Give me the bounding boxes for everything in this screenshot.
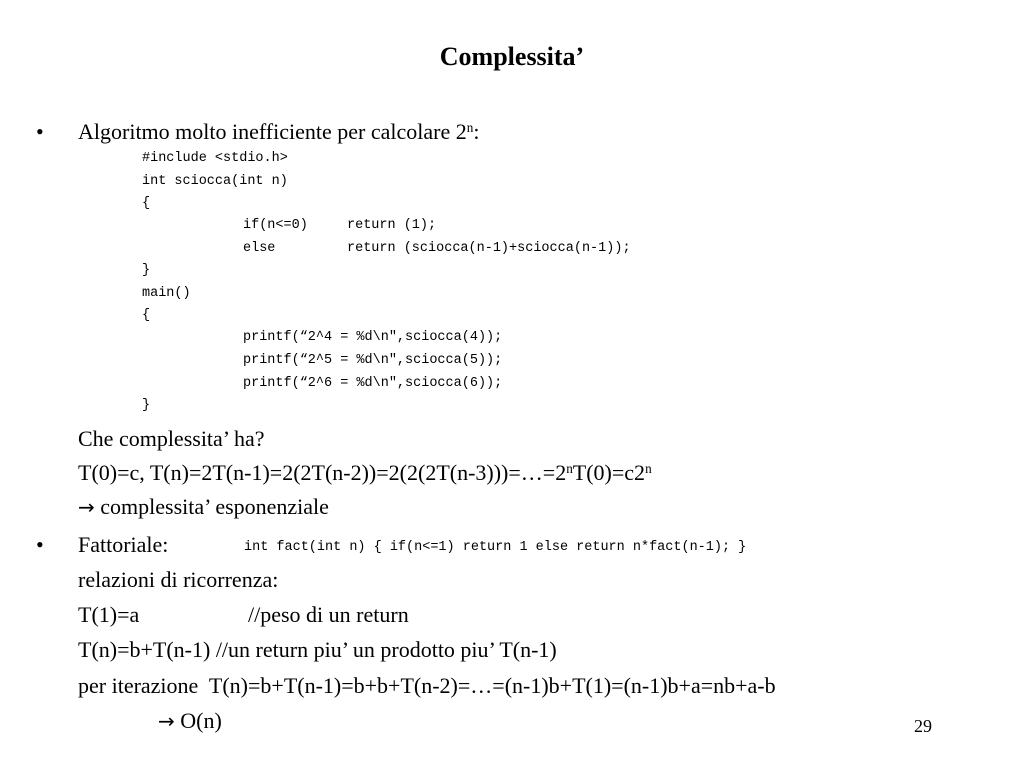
- code-line-10: printf(“2^5 = %d\n",sciocca(5));: [243, 353, 503, 368]
- fattoriale-code: int fact(int n) { if(n<=1) return 1 else return n*fact(n-1); }: [244, 540, 747, 555]
- intro-exponent: n: [466, 119, 474, 135]
- tn-definition: T(n)=b+T(n-1) //un return piu’ un prodotto piu’ T(n-1): [78, 637, 557, 662]
- complexity-question: Che complessita’ ha?: [78, 426, 265, 451]
- conclusion-exponential-text: complessita’ esponenziale: [100, 494, 329, 519]
- code-line-7: main(): [142, 286, 191, 301]
- page-number: 29: [914, 716, 932, 736]
- bullet-2: •: [36, 532, 44, 557]
- iteration-line: per iterazione T(n)=b+T(n-1)=b+b+T(n-2)=…=(n-1)b+T(1)=(n-1)b+a=nb+a-b: [78, 673, 776, 698]
- recurrence-exponent-2: n: [645, 460, 652, 476]
- conclusion-linear: [158, 710, 222, 732]
- code-line-4-condition: if(n<=0): [243, 218, 308, 233]
- intro-text: [78, 121, 479, 143]
- code-line-11: printf(“2^6 = %d\n",sciocca(6));: [243, 376, 503, 391]
- code-line-4-return: return (1);: [347, 218, 437, 233]
- code-line-8: {: [142, 308, 151, 323]
- conclusion-linear-text: O(n): [180, 708, 222, 733]
- recurrence-tail: T(0)=c2: [572, 460, 646, 485]
- code-line-5-else: else: [243, 241, 276, 256]
- fattoriale-label: Fattoriale:: [78, 532, 169, 557]
- code-line-1: #include <stdio.h>: [142, 151, 288, 166]
- code-line-12: }: [142, 398, 151, 413]
- code-line-6: }: [142, 263, 151, 278]
- bullet-1: •: [36, 119, 44, 144]
- t1-definition: T(1)=a: [78, 602, 140, 627]
- code-line-2: int sciocca(int n): [142, 174, 288, 189]
- recurrence-line: [78, 462, 652, 484]
- intro-main: Algoritmo molto inefficiente per calcolare 2: [78, 119, 467, 144]
- code-line-5-return: return (sciocca(n-1)+sciocca(n-1));: [347, 241, 631, 256]
- t1-comment: //peso di un return: [248, 602, 409, 627]
- code-line-3: {: [142, 196, 151, 211]
- code-line-9: printf(“2^4 = %d\n",sciocca(4));: [243, 330, 503, 345]
- conclusion-exponential: [78, 496, 329, 518]
- recurrence-exponent-1: n: [566, 460, 573, 476]
- intro-suffix: :: [473, 119, 480, 144]
- relazioni-heading: relazioni di ricorrenza:: [78, 567, 279, 592]
- slide-title: Complessita’: [439, 42, 585, 71]
- recurrence-main: T(0)=c, T(n)=2T(n-1)=2(2T(n-2))=2(2(2T(n-3)))=…=2: [78, 460, 567, 485]
- right-arrow-icon: →: [78, 495, 95, 519]
- right-arrow-icon: →: [158, 709, 175, 733]
